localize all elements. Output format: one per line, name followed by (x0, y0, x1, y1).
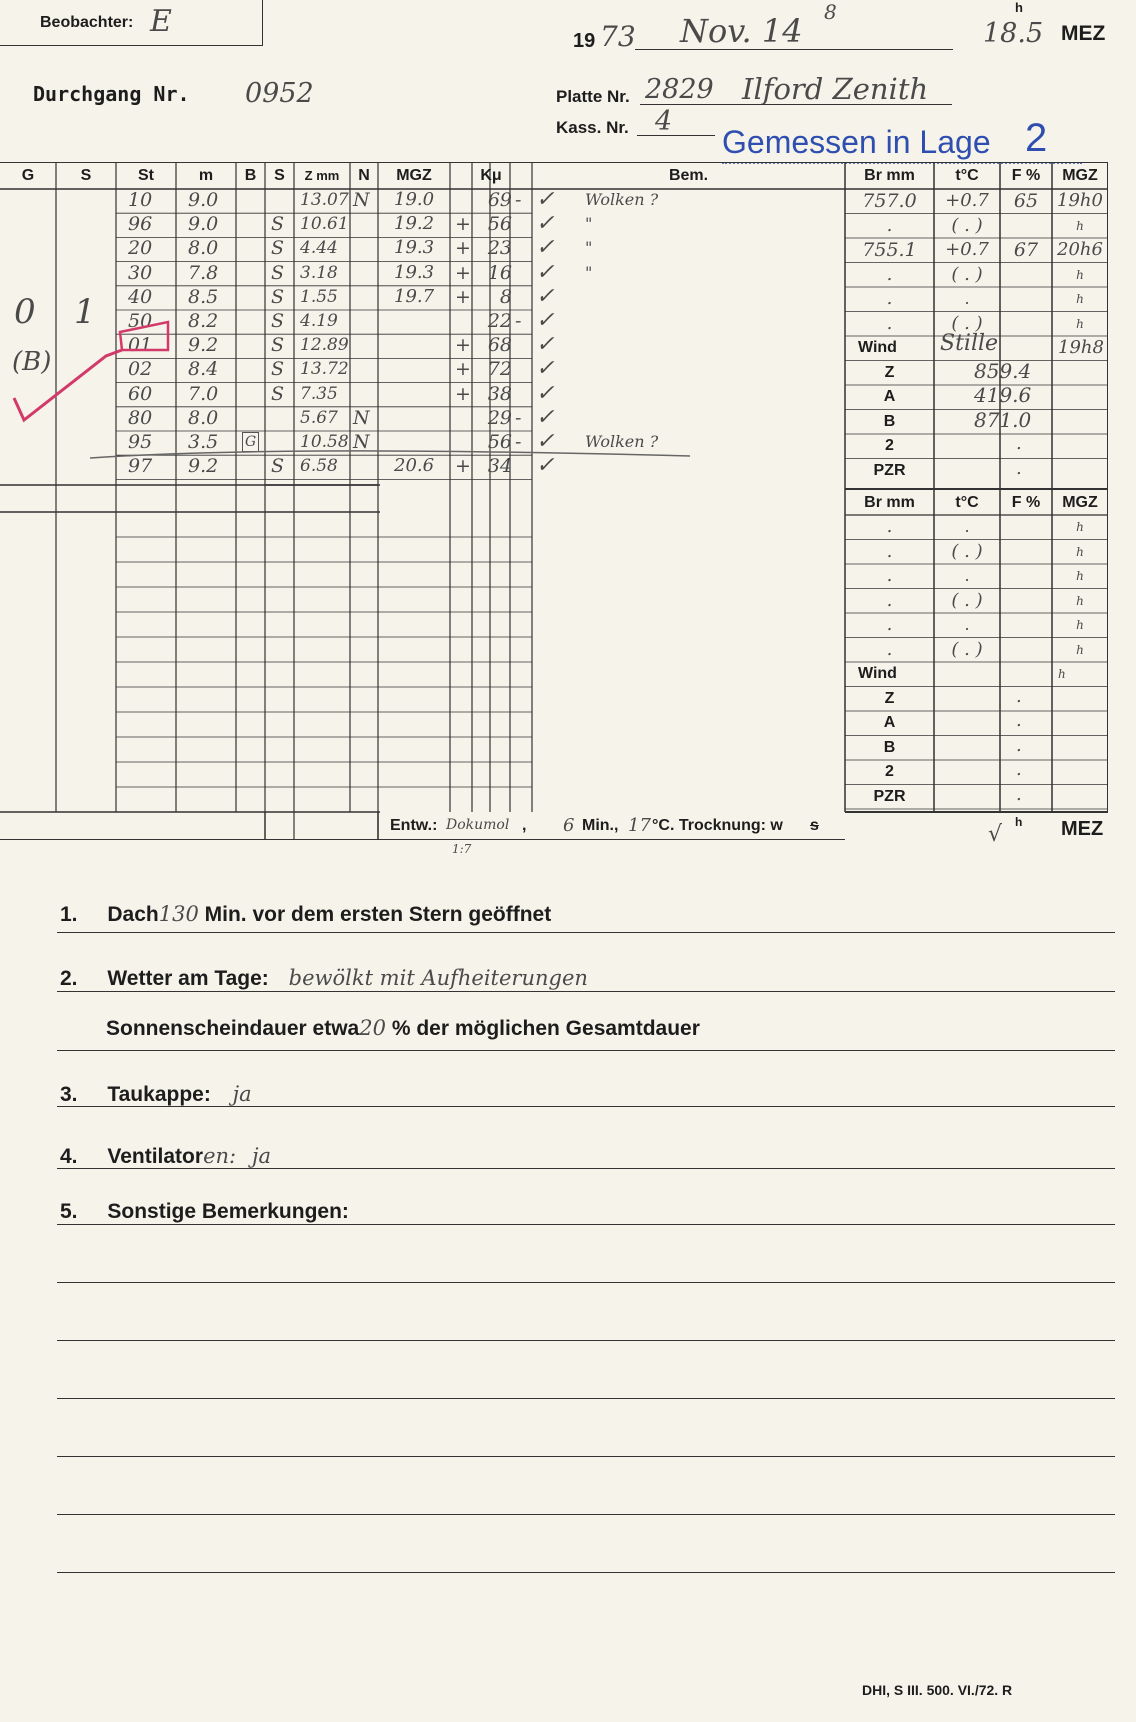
temp-label: °C. Trocknung: w (652, 817, 783, 834)
constant-label: Z (884, 363, 895, 381)
note-1-line (57, 932, 1115, 933)
mgz-time: h (1076, 569, 1084, 583)
note-2b-line (57, 1050, 1115, 1051)
column-header: Bem. (668, 167, 709, 184)
blank-line-2 (57, 1340, 1115, 1341)
star-number: 30 (128, 261, 153, 284)
barometer-value: 757.0 (862, 190, 917, 212)
humidity-value: 67 (1013, 239, 1039, 261)
s-flag: S (271, 285, 285, 308)
star-number: 60 (128, 382, 153, 405)
note-1-post: Min. vor dem ersten Stern geöffnet (204, 903, 552, 926)
observer-value: E (150, 4, 172, 39)
note-3-line (57, 1106, 1115, 1107)
barometer-value: . (886, 540, 893, 562)
star-number: 20 (128, 237, 153, 260)
magnitude: 7.8 (188, 261, 219, 284)
note-4-value: ja (251, 1144, 271, 1168)
weather-header: t°C (955, 167, 979, 184)
check-mark: ✓ (536, 235, 555, 261)
mgz-value: 19.3 (394, 261, 435, 283)
constant-value: . (1016, 685, 1022, 707)
star-number: 02 (128, 358, 153, 381)
magnitude: 8.5 (188, 285, 219, 308)
barometer-value: 755.1 (862, 239, 917, 261)
barometer-value: . (886, 214, 893, 236)
mgz-time: h (1076, 218, 1084, 233)
k-tail: - (515, 406, 522, 429)
z-mm: 1.55 (300, 286, 338, 307)
note-1-value: 130 (158, 902, 199, 926)
measured-stamp: Gemessen in Lage (722, 124, 991, 160)
magnitude: 8.4 (188, 358, 219, 381)
k-value: 29 (487, 406, 512, 429)
plate-label: Platte Nr. (556, 87, 630, 106)
magnitude: 7.0 (188, 382, 219, 405)
k-sign: + (455, 334, 471, 357)
note-2-value: bewölkt mit Aufheiterungen (288, 966, 588, 990)
humidity-value: 65 (1013, 190, 1039, 212)
note-2-line (57, 991, 1115, 992)
z-mm: 3.18 (300, 262, 338, 283)
min-label: Min., (582, 817, 619, 834)
entw-comma: , (522, 817, 527, 834)
note-2b-post: % der möglichen Gesamtdauer (391, 1017, 700, 1040)
constant-label: B (883, 412, 896, 430)
constant-label: PZR (873, 461, 906, 479)
note-5-line (57, 1224, 1115, 1225)
s-flag: S (271, 213, 285, 236)
z-mm: 7.35 (300, 383, 338, 404)
check-mark: ✓ (536, 453, 555, 479)
mgz-time: 20h6 (1057, 239, 1103, 260)
weather-header: MGZ (1062, 167, 1098, 184)
note-4-label: Ventilator (107, 1145, 204, 1168)
strike-row (90, 440, 710, 470)
k-value: 56 (487, 431, 512, 453)
z-mm: 10.58 (300, 432, 349, 452)
z-mm: 13.72 (300, 359, 349, 380)
cassette-line (637, 135, 715, 136)
star-number: 50 (128, 310, 153, 332)
check-mark: ✓ (536, 332, 555, 358)
star-number: 95 (128, 431, 153, 453)
time-value: 18.5 (983, 18, 1044, 49)
blank-line-1 (57, 1282, 1115, 1283)
constant-label: A (883, 714, 896, 731)
constant-value: . (1016, 433, 1022, 454)
passage-value: 0952 (245, 78, 314, 109)
weather-header: Br mm (864, 494, 915, 511)
note-3-label: Taukappe: (107, 1083, 211, 1106)
k-value: 34 (487, 455, 512, 478)
check-mark: ✓ (536, 429, 555, 454)
mgz-time: h (1076, 267, 1084, 282)
k-sign: + (455, 261, 471, 284)
constant-value: 419.6 (974, 383, 1032, 407)
k-tail: - (515, 189, 522, 211)
note-4 (60, 1144, 271, 1169)
barometer-value: . (886, 263, 893, 285)
temperature-value: ( . ) (951, 589, 983, 611)
note-2b-pre: Sonnenscheindauer etwa (106, 1017, 360, 1040)
observer-label: Beobachter: (40, 14, 134, 31)
check-mark: ✓ (536, 259, 555, 285)
weather-header: t°C (955, 494, 979, 511)
measured-stamp-value: 2 (1025, 116, 1048, 160)
temperature-value: ( . ) (951, 263, 983, 285)
constant-value: 859.4 (974, 358, 1032, 383)
mgz-time: h (1076, 544, 1084, 559)
wind-time: 19h8 (1058, 337, 1104, 358)
star-number: 01 (128, 334, 153, 357)
barometer-value: . (886, 638, 893, 660)
s-flag: S (271, 455, 285, 478)
magnitude: 9.0 (188, 213, 219, 236)
star-number: 40 (128, 285, 153, 308)
magnitude: 8.0 (188, 237, 219, 260)
k-value: 16 (487, 261, 512, 284)
note-4-suffix: en: (203, 1144, 237, 1168)
year-suffix: 73 (600, 20, 636, 53)
group-s: 1 (74, 292, 96, 332)
z-mm: 4.44 (300, 238, 338, 259)
plate-value: 2829 (645, 74, 714, 105)
date-mark: 8 (824, 0, 837, 24)
k-tail: - (515, 310, 522, 332)
star-number: 97 (128, 455, 153, 478)
z-mm: 13.07 (300, 190, 349, 210)
blank-line-6 (57, 1572, 1115, 1573)
note-3-value: ja (232, 1082, 252, 1106)
constant-label: B (883, 738, 896, 756)
barometer-value: . (886, 565, 893, 586)
k-sign: + (455, 237, 471, 260)
k-value: 56 (487, 213, 512, 236)
remark: " (585, 262, 593, 282)
check-mark: ✓ (536, 187, 555, 212)
column-header: Kμ (480, 167, 502, 184)
s-flag: S (271, 382, 285, 405)
mgz-value: 20.6 (394, 455, 435, 477)
mgz-time: h (1076, 642, 1084, 657)
z-mm: 10.61 (300, 214, 349, 235)
n-flag: N (353, 406, 370, 429)
note-1-number: 1. (60, 903, 78, 926)
check-mark: ✓ (536, 356, 555, 382)
constant-label: 2 (885, 763, 894, 780)
magnitude: 8.2 (188, 310, 219, 332)
barometer-value: . (886, 614, 893, 635)
end-check: √ (988, 822, 1003, 847)
temperature-value: ( . ) (951, 638, 983, 660)
constant-value: . (1016, 734, 1022, 756)
remark: Wolken ? (585, 432, 659, 451)
time-zone: MEZ (1061, 22, 1106, 45)
magnitude: 9.2 (188, 334, 219, 357)
barometer-value: . (886, 288, 893, 309)
check-mark: ✓ (536, 211, 555, 237)
magnitude: 9.2 (188, 455, 219, 478)
column-header: m (198, 167, 214, 184)
mgz-time: h (1076, 593, 1084, 608)
barometer-value: . (886, 312, 893, 334)
check-mark: ✓ (536, 380, 555, 406)
k-value: 38 (487, 382, 512, 405)
weather-header: Br mm (864, 167, 915, 184)
note-4-number: 4. (60, 1145, 78, 1168)
n-flag: N (353, 189, 370, 211)
temperature-value: +0.7 (945, 239, 989, 260)
note-2-label: Wetter am Tage: (107, 967, 269, 990)
temperature-value: ( . ) (951, 540, 983, 562)
mgz-value: 19.2 (394, 213, 435, 235)
k-sign: + (455, 285, 471, 308)
column-header: B (244, 167, 257, 184)
z-mm: 5.67 (300, 407, 338, 428)
column-header: Z mm (304, 168, 340, 183)
temperature-value: ( . ) (951, 214, 983, 236)
k-value: 22 (487, 310, 512, 332)
mgz-time: h (1076, 520, 1084, 534)
mgz-value: 19.3 (394, 237, 435, 259)
blank-line-3 (57, 1398, 1115, 1399)
s-flag: S (271, 334, 285, 357)
column-header: S (274, 167, 285, 184)
mgz-time: 19h0 (1057, 190, 1103, 211)
temperature-value: . (964, 615, 970, 634)
z-mm: 12.89 (300, 335, 349, 356)
temp-value: 17 (628, 815, 651, 836)
constant-label: Z (884, 689, 895, 707)
constant-value: 871.0 (974, 407, 1032, 432)
barometer-value: . (886, 516, 893, 537)
constant-label: 2 (885, 437, 894, 454)
column-header: St (138, 167, 154, 184)
notes-section (0, 860, 1136, 1640)
temperature-value: . (964, 517, 970, 536)
magnitude: 9.0 (188, 189, 219, 211)
constant-label: PZR (873, 787, 906, 805)
constant-value: . (1016, 783, 1022, 805)
k-value: 23 (487, 237, 512, 260)
column-header: N (358, 167, 370, 184)
wind-label: Wind (858, 665, 897, 682)
group-note: (B) (12, 347, 52, 377)
note-2b (106, 1016, 700, 1041)
check-mark: ✓ (536, 404, 555, 430)
check-mark: ✓ (536, 308, 555, 333)
star-number: 10 (128, 189, 153, 211)
entw-value: Dokumol (446, 817, 510, 833)
wind-value: Stille (940, 331, 999, 356)
observation-table (0, 162, 1108, 840)
s-flag: S (271, 310, 285, 332)
magnitude: 8.0 (188, 406, 219, 429)
year-prefix: 19 (573, 30, 596, 52)
k-tail: - (515, 431, 522, 453)
weather-header: F % (1011, 167, 1041, 184)
check-mark: ✓ (536, 283, 555, 309)
note-2 (60, 966, 588, 991)
note-5-number: 5. (60, 1200, 78, 1223)
red-check-mark (10, 308, 180, 428)
end-time-unit: h (1015, 815, 1023, 829)
note-3 (60, 1082, 252, 1107)
z-mm: 6.58 (300, 456, 338, 477)
k-sign: + (455, 213, 471, 236)
temperature-value: . (964, 566, 970, 585)
end-tz: MEZ (1061, 818, 1104, 840)
b-flag: G (242, 432, 259, 452)
s-flag: S (271, 261, 285, 284)
weather-header: F % (1011, 494, 1041, 511)
note-5 (60, 1200, 349, 1224)
entw-ratio: 1:7 (452, 842, 472, 856)
star-number: 80 (128, 406, 153, 429)
k-value: 68 (487, 334, 512, 357)
k-sign: + (455, 382, 471, 405)
group-g: 0 (14, 292, 36, 332)
cassette-value: 4 (655, 106, 673, 137)
constant-label: A (883, 388, 896, 405)
mgz-time: h (1076, 316, 1084, 331)
mgz-value: 19.0 (394, 189, 435, 210)
note-3-number: 3. (60, 1083, 78, 1106)
observer-box (0, 0, 263, 46)
magnitude: 3.5 (188, 431, 219, 453)
weather-header: MGZ (1062, 494, 1098, 511)
passage-label: Durchgang Nr. (33, 82, 190, 106)
k-sign: + (455, 455, 471, 478)
k-value: 69 (487, 189, 512, 211)
time-unit: h (1015, 0, 1023, 15)
temperature-value: +0.7 (945, 190, 989, 211)
mgz-value: 19.7 (394, 285, 435, 307)
mgz-time: h (1076, 292, 1084, 306)
plate-line (640, 104, 952, 105)
plate-type: Ilford Zenith (742, 72, 929, 106)
mgz-time: h (1076, 618, 1084, 632)
n-flag: N (353, 431, 370, 453)
min-value: 6 (563, 815, 575, 836)
remark: Wolken ? (585, 190, 659, 209)
note-1-pre: Dach (107, 903, 159, 926)
star-number: 96 (128, 213, 153, 236)
note-4-line (57, 1168, 1115, 1169)
constant-value: . (1016, 759, 1022, 780)
temperature-value: . (964, 289, 970, 308)
note-2-number: 2. (60, 967, 78, 990)
date-line (635, 49, 953, 50)
wind-time: h (1058, 667, 1066, 681)
wind-label: Wind (858, 339, 897, 356)
k-sign: + (455, 358, 471, 381)
k-value: 8 (499, 285, 512, 308)
remark: " (585, 238, 593, 258)
entw-label: Entw.: (390, 817, 438, 834)
dry-struck: s (810, 817, 819, 834)
constant-value: . (1016, 457, 1022, 479)
z-mm: 4.19 (300, 311, 338, 331)
s-flag: S (271, 237, 285, 260)
barometer-value: . (886, 589, 893, 611)
note-2b-value: 20 (359, 1016, 386, 1040)
column-header: G (21, 167, 35, 184)
form-code: DHI, S III. 500. VI./72. R (862, 1682, 1013, 1698)
temperature-value: ( . ) (951, 312, 983, 334)
note-5-label: Sonstige Bemerkungen: (107, 1200, 349, 1223)
k-value: 72 (487, 358, 512, 381)
blank-line-4 (57, 1456, 1115, 1457)
note-1 (60, 902, 551, 927)
column-header: S (80, 167, 92, 184)
date-value: Nov. 14 (680, 12, 803, 50)
constant-value: . (1016, 710, 1022, 731)
column-header: MGZ (396, 167, 432, 184)
cassette-label: Kass. Nr. (556, 118, 629, 137)
remark: " (585, 214, 593, 234)
s-flag: S (271, 358, 285, 381)
blank-line-5 (57, 1514, 1115, 1515)
